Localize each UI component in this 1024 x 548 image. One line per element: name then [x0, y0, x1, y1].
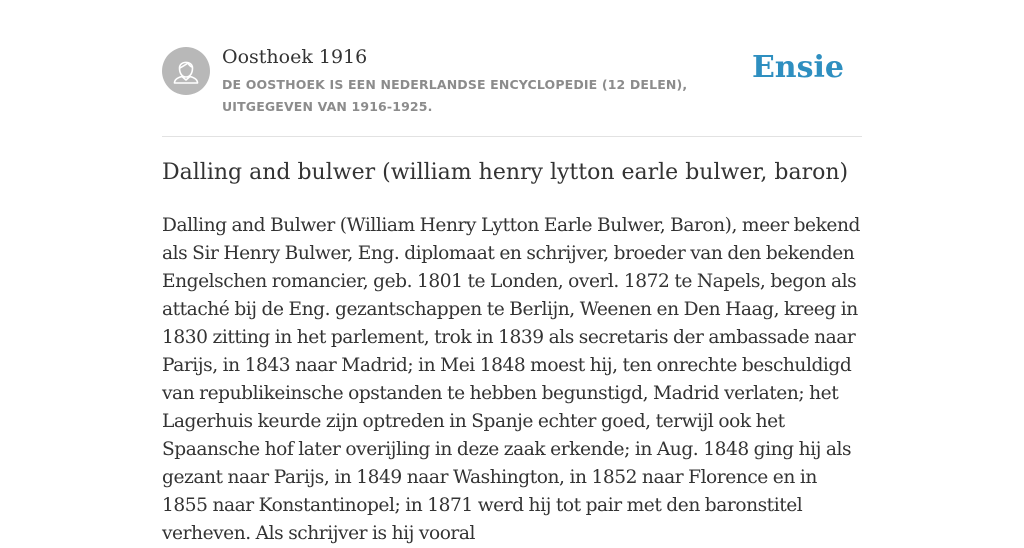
- source-description: DE OOSTHOEK IS EEN NEDERLANDSE ENCYCLOPEDIE (12 DELEN), UITGEGEVEN VAN 1916-1925.: [222, 77, 688, 114]
- source-avatar[interactable]: [162, 47, 210, 95]
- entry-title: Dalling and bulwer (william henry lytton earle bulwer, baron): [162, 160, 849, 185]
- source-header: [162, 46, 862, 137]
- source-title[interactable]: Oosthoek 1916: [222, 46, 368, 68]
- entry-body: Dalling and Bulwer (William Henry Lytton Earle Bulwer, Baron), meer bekend als Sir Henry Bulwer, Eng. diplomaat en schrijver, broeder van den bekenden Engelschen romancier, geb. 1801 te Londen, overl. 1872 te Napels, begon als attaché bij de Eng. gezantschappen te Berlijn, Weenen en Den Haag, kreeg in 1830 zitting in het parlement, trok in 1839 als secretaris der ambassade naar Parijs, in 1843 naar Madrid; in Mei 1848 moest hij, ten onrechte beschuldigd van republikeinsche opstanden te hebben begunstigd, Madrid verlaten; het Lagerhuis keurde zijn optreden in Spanje echter goed, terwijl ook het Spaansche hof later overijling in deze zaak erkende; in Aug. 1848 ging hij als gezant naar Parijs, in 1849 naar Washington, in 1852 naar Florence en in 1855 naar Konstantinopel; in 1871 werd hij tot pair met den baronstitel verheven. Als schrijver is hij vooral: [162, 215, 860, 544]
- brand-logo[interactable]: Ensie: [751, 50, 844, 85]
